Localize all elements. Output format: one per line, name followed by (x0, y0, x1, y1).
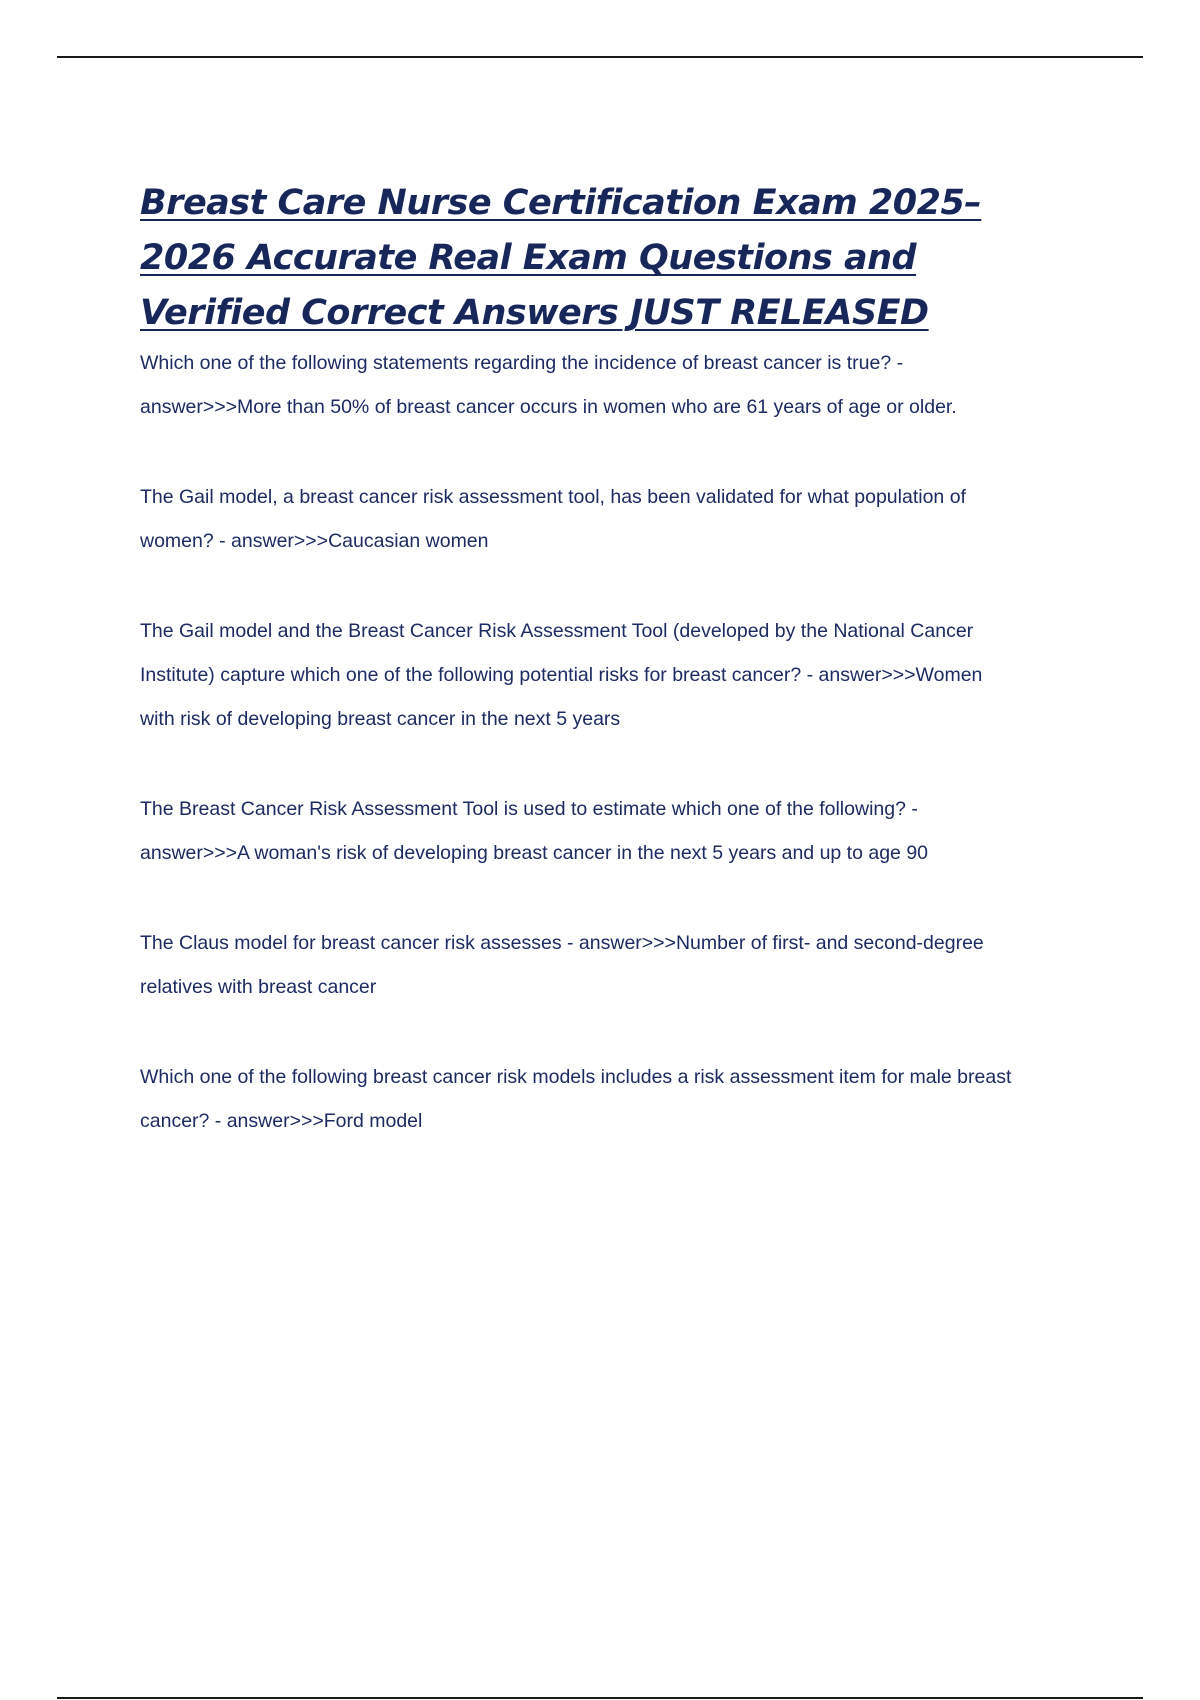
document-title: Breast Care Nurse Certification Exam 2025–2026 Accurate Real Exam Questions and Verified Correct Answers JUST RELEASED (140, 183, 982, 333)
answer-text: A woman's risk of developing breast cancer in the next 5 years and up to age 90 (237, 842, 929, 864)
document-body (140, 176, 1020, 1189)
question-text: The Gail model, a breast cancer risk assessment tool, has been validated for what population of women? (140, 486, 966, 552)
qa-item (140, 475, 1020, 563)
footer-rule (57, 1697, 1143, 1699)
answer-text: Women with risk of developing breast cancer in the next 5 years (140, 664, 983, 730)
answer-text: More than 50% of breast cancer occurs in women who are 61 years of age or older. (237, 396, 957, 418)
question-text: Which one of the following breast cancer risk models includes a risk assessment item for male breast cancer? (140, 1066, 1012, 1132)
answer-text: Caucasian women (328, 530, 489, 552)
answer-separator: - answer>>> (140, 352, 904, 418)
answer-separator: - answer>>> (801, 664, 916, 686)
question-text: The Claus model for breast cancer risk assesses (140, 932, 562, 954)
answer-separator: - answer>>> (561, 932, 676, 954)
qa-item (140, 921, 1020, 1009)
answer-separator: - answer>>> (209, 1110, 324, 1132)
question-text: Which one of the following statements regarding the incidence of breast cancer is true? (140, 352, 892, 374)
qa-item (140, 609, 1020, 741)
answer-separator: - answer>>> (213, 530, 329, 552)
qa-item (140, 1055, 1020, 1143)
header-rule (57, 56, 1143, 58)
qa-item (140, 341, 1020, 429)
question-text: The Breast Cancer Risk Assessment Tool is used to estimate which one of the following? (140, 798, 906, 820)
qa-list (140, 341, 1020, 1143)
answer-text: Number of first- and second-degree relatives with breast cancer (140, 932, 984, 998)
question-text: The Gail model and the Breast Cancer Risk Assessment Tool (developed by the National Cancer Institute) capture which one of the following potential risks for breast cancer? (140, 620, 974, 686)
qa-item (140, 787, 1020, 875)
answer-separator: - answer>>> (140, 798, 918, 864)
answer-text: Ford model (323, 1110, 423, 1132)
